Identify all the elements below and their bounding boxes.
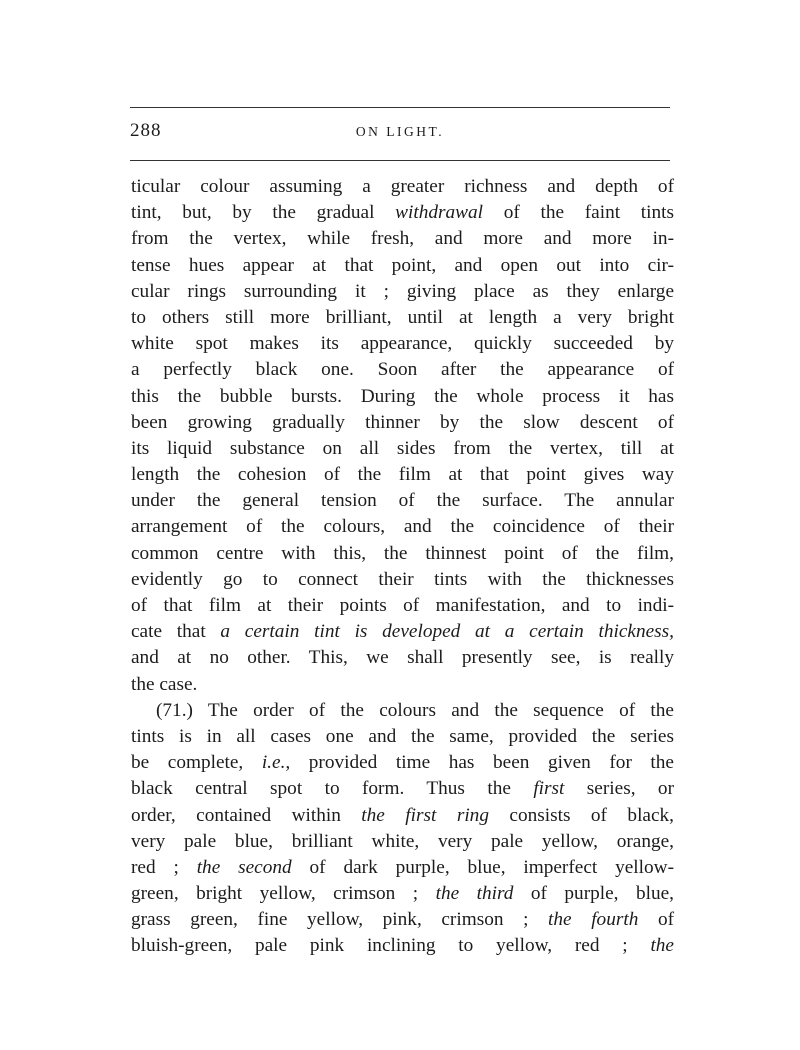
text-line bbox=[131, 200, 674, 226]
text-line bbox=[131, 305, 674, 331]
text-line bbox=[131, 933, 674, 959]
text-line bbox=[131, 226, 674, 252]
text-line bbox=[131, 724, 674, 750]
text-segment: very pale blue, brilliant white, very pale yellow, orange, bbox=[131, 830, 674, 852]
text-segment: ticular colour assuming a greater richness and depth of bbox=[131, 176, 674, 197]
page-number: 288 bbox=[130, 120, 162, 141]
italic-phrase: i.e., bbox=[261, 752, 291, 774]
text-line bbox=[131, 776, 674, 802]
text-segment: (71.) The order of the colours and the sequence of the bbox=[156, 699, 674, 721]
italic-phrase: withdrawal bbox=[395, 202, 484, 224]
text-line bbox=[131, 619, 674, 645]
text-segment: of purple, blue, bbox=[513, 883, 674, 905]
italic-phrase: a certain tint is developed at a certain thickness, bbox=[220, 621, 674, 643]
text-segment: cular rings surrounding it ; giving place as they enlarge bbox=[131, 280, 674, 302]
text-line bbox=[131, 410, 674, 436]
paragraph-start-line bbox=[131, 698, 674, 724]
text-segment: green, bright yellow, crimson ; bbox=[131, 883, 436, 905]
header-rule-bottom bbox=[130, 160, 670, 161]
text-line bbox=[131, 331, 674, 357]
text-segment: tints is in all cases one and the same, provided the series bbox=[131, 725, 674, 747]
text-line bbox=[131, 803, 674, 829]
text-line bbox=[131, 436, 674, 462]
body-text bbox=[131, 174, 674, 960]
text-line bbox=[131, 593, 674, 619]
text-segment: from the vertex, while fresh, and more and more in- bbox=[131, 228, 674, 250]
text-segment: this the bubble bursts. During the whole process it has bbox=[131, 385, 674, 407]
text-line bbox=[131, 384, 674, 410]
text-segment: cate that bbox=[131, 621, 221, 643]
text-line bbox=[131, 672, 674, 698]
text-line bbox=[131, 750, 674, 776]
text-segment: under the general tension of the surface. The annular bbox=[131, 490, 674, 512]
text-line bbox=[131, 645, 674, 671]
text-segment: consists of black, bbox=[488, 804, 674, 826]
text-line bbox=[131, 541, 674, 567]
text-segment: to others still more brilliant, until at length a very bright bbox=[131, 306, 674, 328]
text-segment: order, contained within bbox=[131, 804, 362, 826]
text-line bbox=[131, 357, 674, 383]
text-segment: been growing gradually thinner by the slow descent of bbox=[131, 411, 674, 433]
text-segment: tense hues appear at that point, and open out into cir- bbox=[131, 254, 674, 276]
text-segment: series, or bbox=[564, 778, 674, 800]
text-segment: length the cohesion of the film at that point gives way bbox=[131, 464, 674, 486]
header-rule-top bbox=[130, 107, 670, 108]
text-segment: common centre with this, the thinnest point of the film, bbox=[131, 542, 674, 564]
running-title: ON LIGHT. bbox=[355, 124, 445, 139]
text-line bbox=[131, 514, 674, 540]
text-line bbox=[131, 881, 674, 907]
text-segment: red ; bbox=[131, 856, 197, 878]
text-line bbox=[131, 829, 674, 855]
text-segment: evidently go to connect their tints with the thicknesses bbox=[131, 568, 674, 590]
text-segment: arrangement of the colours, and the coincidence of their bbox=[131, 516, 674, 538]
text-line bbox=[131, 567, 674, 593]
text-segment: of dark purple, blue, imperfect yellow- bbox=[291, 856, 675, 878]
text-segment: provided time has been given for the bbox=[290, 752, 674, 774]
text-segment: its liquid substance on all sides from the vertex, till at bbox=[131, 437, 674, 459]
text-segment: tint, but, by the gradual bbox=[131, 202, 396, 224]
text-segment: of that film at their points of manifestation, and to indi- bbox=[131, 595, 674, 616]
text-segment: the case. bbox=[131, 673, 198, 695]
text-segment: white spot makes its appearance, quickly succeeded by bbox=[131, 333, 674, 355]
text-line bbox=[131, 855, 674, 881]
italic-phrase: the fourth bbox=[548, 909, 639, 931]
text-segment: of bbox=[638, 909, 675, 931]
text-segment: bluish-green, pale pink inclining to yellow, red ; bbox=[131, 935, 651, 957]
text-segment: of the faint tints bbox=[483, 202, 674, 224]
text-segment: and at no other. This, we shall presently see, is really bbox=[131, 647, 674, 669]
text-line bbox=[131, 488, 674, 514]
text-line bbox=[131, 174, 674, 200]
italic-phrase: the first ring bbox=[361, 804, 489, 826]
italic-phrase: the second bbox=[196, 856, 292, 878]
text-segment: black central spot to form. Thus the bbox=[131, 778, 534, 800]
text-segment: grass green, fine yellow, pink, crimson ; bbox=[131, 909, 549, 931]
text-line bbox=[131, 462, 674, 488]
text-line bbox=[131, 253, 674, 279]
text-segment: a perfectly black one. Soon after the appearance of bbox=[131, 359, 674, 381]
text-segment: be complete, bbox=[131, 752, 262, 774]
italic-phrase: first bbox=[533, 778, 565, 800]
italic-phrase: the bbox=[650, 935, 674, 957]
italic-phrase: the third bbox=[435, 883, 514, 905]
text-line bbox=[131, 279, 674, 305]
text-line bbox=[131, 907, 674, 933]
